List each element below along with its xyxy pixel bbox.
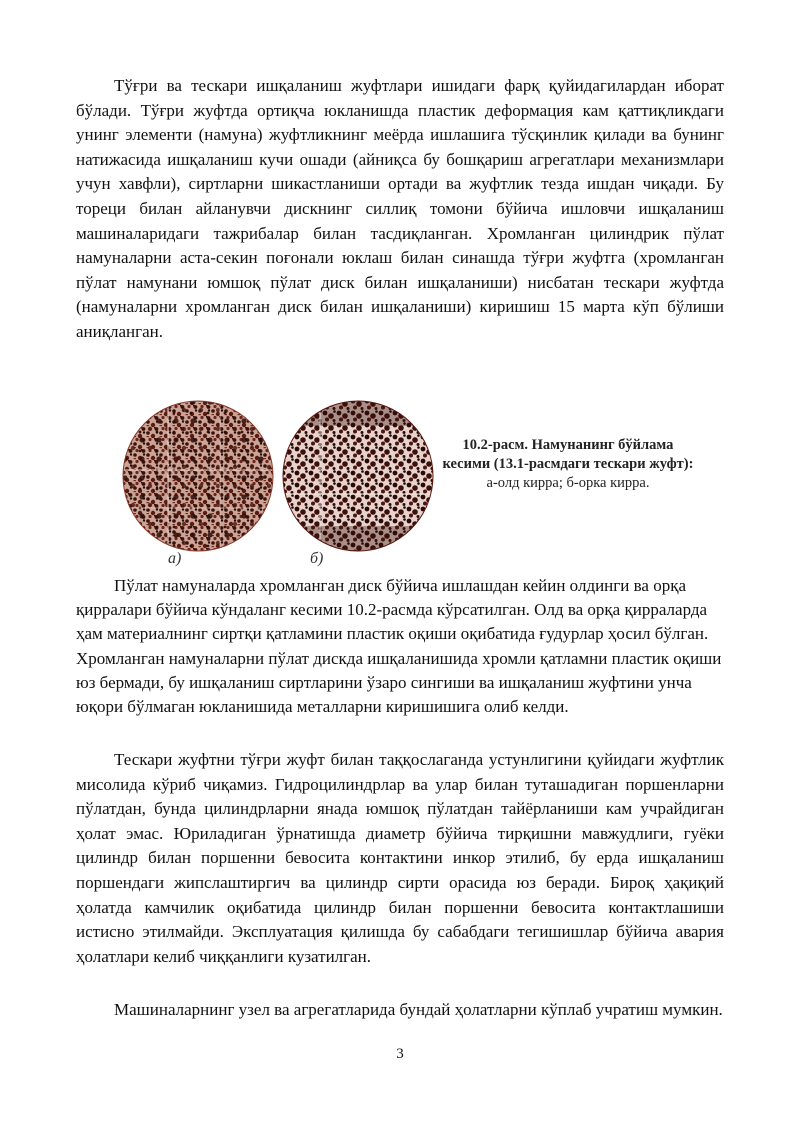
figure-caption bbox=[440, 436, 696, 493]
paragraph-2: Пўлат намуналарда хромланган диск бўйича ишлашдан кейин олдинги ва орқа қирралари бўйича кўндаланг кесими 10.2-расмда кўрсатилган. Олд ва орқа қирраларда ҳам материалнинг сиртқи қатламини пластик оқиши оқибатида ғудурлар ҳосил бўлган. Хромланган намуналарни пўлат дискда ишқаланишида хромли қатламни пластик оқиши юз бермади, бу ишқаланиш сиртларини ўзаро сингиши ва ишқаланиш жуфтини унча юқори бўлмаган юкланишида металларни киришишига олиб келди. bbox=[76, 576, 722, 717]
paragraph-4: Машиналарнинг узел ва агрегатларида бундай ҳолатларни кўплаб учратиш мумкин. bbox=[114, 1000, 723, 1019]
specimen-a-image bbox=[120, 398, 276, 554]
page-number: 3 bbox=[396, 1046, 404, 1062]
specimen-b-image bbox=[280, 398, 436, 554]
paragraph-3: Тескари жуфтни тўғри жуфт билан таққослаганда устунлигини қуйидаги жуфтлик мисолида кўриб чиқамиз. Гидроцилиндрлар ва улар билан туташадиган поршенларни пўлатдан, бунда цилиндрларни янада юмшоқ пўлатдан тайёрланиши кам учрайдиган ҳолат эмас. Юриладиган ўрнатишда диаметр бўйича тирқишни мавжудлиги, гуёки цилиндр билан поршенни бевосита контактини инкор этилиб, бу ерда ишқаланиш поршендаги жипслаштиргич ва цилиндр сирти орасида юз беради. Бироқ ҳақиқий ҳолатда камчилик оқибатида цилиндр билан поршенни бевосита контактлашиши истисно этилмайди. Эксплуатация қилишда бу сабабдаги тегишишлар бўйича авария ҳолатлари келиб чиққанлиги кузатилган. bbox=[76, 750, 724, 966]
paragraph-1: Тўғри ва тескари ишқаланиш жуфтлари ишидаги фарқ қуйидагилардан иборат бўлади. Тўғри жуфтда ортиқча юкланишда пластик деформация кам қаттиқликдаги унинг элементи (намуна) жуфтликнинг меёрда ишлашига тўсқинлик қилади ва бунинг натижасида ишқаланиш кучи ошади (айниқса бу бошқариш агрегатлари механизмлари учун хавфли), сиртларни шикастланиши ортади ва жуфтлик тезда ишдан чиқади. Бу тореци билан айланувчи дискнинг силлиқ томони бўйича ишловчи ишқаланиш машиналаридаги тажрибалар билан тасдиқланган. Хромланган цилиндрик пўлат намуналарни аста-секин поғонали юклаш билан синашда тўғри жуфтга (хромланган пўлат намунани юмшоқ пўлат диск билан ишқаланиши) нисбатан тескари жуфтда (намуналарни хромланган диск билан ишқаланиши) киришиш 15 марта кўп бўлиши аниқланган. bbox=[76, 76, 724, 341]
figure-10-2 bbox=[118, 388, 708, 578]
figure-caption-subtitle: а-олд кирра; б-орка кирра. bbox=[486, 475, 650, 491]
figure-caption-title: 10.2-расм. Намунанинг бўйлама кесими (13.1-расмдаги тескари жуфт): bbox=[442, 437, 694, 472]
specimen-a-label: а) bbox=[168, 550, 182, 567]
specimen-b-label: б) bbox=[310, 550, 324, 567]
